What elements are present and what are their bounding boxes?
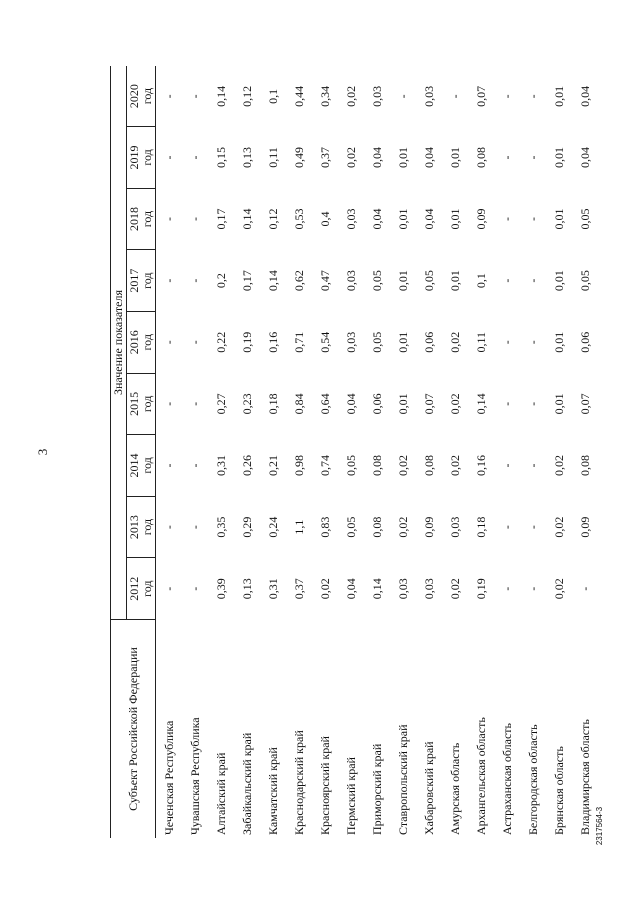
value-cell: 0,29 bbox=[239, 516, 254, 538]
value-cell: 0,02 bbox=[343, 146, 358, 168]
value-cell: - bbox=[161, 155, 176, 160]
value-cell: - bbox=[161, 340, 176, 345]
value-cell: - bbox=[525, 217, 540, 222]
table-header bbox=[111, 66, 156, 838]
value-cell: 0,08 bbox=[421, 454, 436, 476]
value-cell: 0,47 bbox=[317, 270, 332, 292]
value-cell: 0,01 bbox=[447, 146, 462, 168]
value-cell: 0,1 bbox=[473, 273, 488, 289]
value-cell: 0,04 bbox=[421, 208, 436, 230]
value-cell: 0,01 bbox=[551, 393, 566, 415]
value-cell: 0,09 bbox=[421, 516, 436, 538]
value-cell: 0,09 bbox=[577, 516, 592, 538]
value-cell: 0,04 bbox=[369, 146, 384, 168]
table-row bbox=[156, 66, 183, 838]
value-cell: 0,4 bbox=[317, 211, 332, 227]
value-cell: - bbox=[187, 155, 202, 160]
region-name-cell: Астраханская область bbox=[499, 723, 514, 835]
value-cell: - bbox=[525, 340, 540, 345]
year-label: 2012 bbox=[127, 576, 141, 601]
value-cell: - bbox=[499, 525, 514, 530]
value-cell: 0,02 bbox=[551, 578, 566, 600]
table-row bbox=[182, 66, 208, 838]
value-cell: 0,04 bbox=[369, 208, 384, 230]
value-cell: - bbox=[161, 401, 176, 406]
region-name-cell: Брянская область bbox=[551, 746, 566, 835]
value-cell: 0,05 bbox=[421, 270, 436, 292]
value-cell: 0,02 bbox=[317, 578, 332, 600]
value-cell: 0,49 bbox=[291, 146, 306, 168]
value-cell: 0,05 bbox=[369, 270, 384, 292]
value-cell: - bbox=[499, 217, 514, 222]
value-cell: 0,08 bbox=[369, 516, 384, 538]
year-unit-label: год bbox=[140, 87, 154, 105]
value-cell: - bbox=[525, 525, 540, 530]
value-cell: - bbox=[577, 586, 592, 591]
region-name-cell: Пермский край bbox=[343, 757, 358, 835]
value-cell: 0,07 bbox=[421, 393, 436, 415]
value-cell: - bbox=[499, 340, 514, 345]
value-cell: 0,11 bbox=[265, 147, 280, 168]
region-name-cell: Архангельская область bbox=[473, 717, 488, 835]
region-name-cell: Ставропольский край bbox=[395, 724, 410, 835]
year-label: 2016 bbox=[127, 330, 141, 355]
value-cell: 0,01 bbox=[551, 270, 566, 292]
value-cell: - bbox=[161, 586, 176, 591]
value-cell: 0,37 bbox=[291, 578, 306, 600]
value-cell: 0,02 bbox=[551, 516, 566, 538]
value-cell: 0,14 bbox=[473, 393, 488, 415]
value-cell: - bbox=[499, 586, 514, 591]
year-unit-label: год bbox=[140, 457, 154, 474]
year-unit-label: год bbox=[140, 395, 154, 413]
value-cell: 0,02 bbox=[395, 516, 410, 538]
value-cell: - bbox=[525, 586, 540, 591]
table-row bbox=[546, 66, 572, 838]
table-row bbox=[442, 66, 468, 838]
region-name-cell: Красноярский край bbox=[317, 736, 332, 835]
value-cell: 0,03 bbox=[421, 578, 436, 600]
value-cell: 0,01 bbox=[447, 208, 462, 230]
rotated-table-container bbox=[110, 66, 592, 838]
value-cell: 0,19 bbox=[239, 331, 254, 353]
value-cell: 0,03 bbox=[421, 85, 436, 107]
value-cell: 0,14 bbox=[265, 270, 280, 292]
value-cell: 0,05 bbox=[577, 208, 592, 230]
value-cell: 0,01 bbox=[551, 331, 566, 353]
value-cell: 0,11 bbox=[473, 331, 488, 353]
table-row bbox=[234, 66, 260, 838]
value-cell: 0,03 bbox=[395, 578, 410, 600]
table-row bbox=[520, 66, 546, 838]
year-unit-label: год bbox=[140, 334, 154, 351]
value-cell: 0,17 bbox=[239, 270, 254, 292]
year-label: 2018 bbox=[127, 207, 141, 232]
value-cell: 0,71 bbox=[291, 331, 306, 353]
value-cell: 0,01 bbox=[395, 208, 410, 230]
value-cell: 0,27 bbox=[213, 393, 228, 415]
value-cell: 0,02 bbox=[447, 331, 462, 353]
year-unit-label: год bbox=[140, 580, 154, 597]
value-cell: - bbox=[187, 525, 202, 530]
table-body bbox=[156, 66, 599, 838]
value-cell: - bbox=[525, 463, 540, 468]
region-name-cell: Амурская область bbox=[447, 742, 462, 835]
table-row bbox=[390, 66, 416, 838]
value-cell: 0,44 bbox=[291, 85, 306, 107]
value-cell: - bbox=[525, 94, 540, 99]
value-cell: 0,08 bbox=[369, 454, 384, 476]
value-cell: 0,02 bbox=[343, 85, 358, 107]
table-row bbox=[312, 66, 338, 838]
document-code: 2317564-3 bbox=[595, 806, 604, 846]
value-cell: 0,37 bbox=[317, 146, 332, 168]
value-cell: 0,01 bbox=[395, 393, 410, 415]
value-cell: - bbox=[187, 94, 202, 99]
indicator-group-header: Значение показателя bbox=[111, 66, 127, 620]
value-cell: 0,06 bbox=[577, 331, 592, 353]
value-cell: - bbox=[187, 340, 202, 345]
value-cell: 0,31 bbox=[265, 578, 280, 600]
value-cell: - bbox=[187, 586, 202, 591]
region-name-cell: Камчатский край bbox=[265, 747, 280, 835]
value-cell: 0,04 bbox=[343, 578, 358, 600]
value-cell: 0,02 bbox=[447, 454, 462, 476]
value-cell: 0,53 bbox=[291, 208, 306, 230]
value-cell: 0,05 bbox=[343, 516, 358, 538]
value-cell: - bbox=[499, 463, 514, 468]
value-cell: 0,31 bbox=[213, 454, 228, 476]
value-cell: 0,12 bbox=[265, 208, 280, 230]
value-cell: 0,84 bbox=[291, 393, 306, 415]
value-cell: 0,64 bbox=[317, 393, 332, 415]
value-cell: 0,08 bbox=[577, 454, 592, 476]
year-unit-label: год bbox=[140, 272, 154, 289]
value-cell: - bbox=[499, 401, 514, 406]
table-row bbox=[338, 66, 364, 838]
value-cell: 0,07 bbox=[577, 393, 592, 415]
year-column-header bbox=[127, 127, 156, 189]
value-cell: 0,05 bbox=[369, 331, 384, 353]
value-cell: 0,23 bbox=[239, 393, 254, 415]
table-row bbox=[286, 66, 312, 838]
value-cell: 0,02 bbox=[395, 454, 410, 476]
region-name-cell: Чувашская Республика bbox=[187, 717, 202, 835]
value-cell: 0,03 bbox=[369, 85, 384, 107]
table-row bbox=[364, 66, 390, 838]
value-cell: - bbox=[447, 94, 462, 99]
value-cell: 0,03 bbox=[447, 516, 462, 538]
value-cell: 0,01 bbox=[447, 270, 462, 292]
region-name-cell: Забайкальский край bbox=[239, 732, 254, 835]
value-cell: - bbox=[525, 278, 540, 283]
value-cell: 0,02 bbox=[447, 393, 462, 415]
year-unit-label: год bbox=[140, 518, 154, 536]
value-cell: 0,19 bbox=[473, 578, 488, 600]
value-cell: 0,04 bbox=[343, 393, 358, 415]
value-cell: 1,1 bbox=[291, 519, 306, 535]
value-cell: - bbox=[499, 278, 514, 283]
value-cell: 0,01 bbox=[395, 270, 410, 292]
value-cell: - bbox=[525, 155, 540, 160]
year-unit-label: год bbox=[140, 210, 154, 228]
year-label: 2017 bbox=[127, 268, 141, 293]
value-cell: 0,34 bbox=[317, 85, 332, 107]
value-cell: 0,05 bbox=[343, 454, 358, 476]
value-cell: 0,14 bbox=[213, 85, 228, 107]
value-cell: 0,15 bbox=[213, 146, 228, 168]
year-column-header bbox=[127, 311, 156, 373]
year-column-header bbox=[127, 188, 156, 250]
value-cell: - bbox=[187, 278, 202, 283]
value-cell: - bbox=[187, 401, 202, 406]
value-cell: 0,35 bbox=[213, 516, 228, 538]
year-label: 2015 bbox=[127, 391, 141, 416]
value-cell: 0,21 bbox=[265, 454, 280, 476]
value-cell: 0,39 bbox=[213, 578, 228, 600]
value-cell: 0,1 bbox=[265, 88, 280, 104]
region-name-cell: Краснодарский край bbox=[291, 730, 306, 835]
value-cell: 0,98 bbox=[291, 454, 306, 476]
region-name-cell: Владимирская область bbox=[577, 719, 592, 835]
table-row bbox=[416, 66, 442, 838]
table-row bbox=[208, 66, 234, 838]
value-cell: - bbox=[187, 463, 202, 468]
value-cell: 0,04 bbox=[577, 146, 592, 168]
value-cell: 0,02 bbox=[447, 578, 462, 600]
value-cell: 0,01 bbox=[395, 331, 410, 353]
value-cell: - bbox=[161, 463, 176, 468]
value-cell: 0,54 bbox=[317, 331, 332, 353]
value-cell: - bbox=[499, 155, 514, 160]
value-cell: 0,06 bbox=[421, 331, 436, 353]
value-cell: - bbox=[395, 94, 410, 99]
value-cell: 0,01 bbox=[395, 146, 410, 168]
year-label: 2019 bbox=[127, 145, 141, 170]
year-column-header bbox=[127, 66, 156, 127]
value-cell: 0,14 bbox=[369, 578, 384, 600]
value-cell: 0,07 bbox=[473, 85, 488, 107]
table-row bbox=[572, 66, 598, 838]
value-cell: 0,04 bbox=[577, 85, 592, 107]
year-label: 2020 bbox=[127, 84, 141, 109]
value-cell: 0,01 bbox=[551, 85, 566, 107]
value-cell: - bbox=[525, 401, 540, 406]
value-cell: 0,12 bbox=[239, 85, 254, 107]
table-row bbox=[260, 66, 286, 838]
value-cell: 0,06 bbox=[369, 393, 384, 415]
year-column-header bbox=[127, 250, 156, 312]
value-cell: - bbox=[499, 94, 514, 99]
value-cell: 0,05 bbox=[577, 270, 592, 292]
value-cell: 0,13 bbox=[239, 146, 254, 168]
value-cell: 0,83 bbox=[317, 516, 332, 538]
region-name-cell: Хабаровский край bbox=[421, 741, 436, 835]
indicator-table bbox=[110, 66, 598, 838]
value-cell: 0,02 bbox=[551, 454, 566, 476]
value-cell: 0,04 bbox=[421, 146, 436, 168]
region-name-cell: Алтайский край bbox=[213, 752, 228, 835]
value-cell: 0,13 bbox=[239, 578, 254, 600]
value-cell: 0,01 bbox=[551, 146, 566, 168]
year-unit-label: год bbox=[140, 149, 154, 166]
region-column-header: Субъект Российской Федерации bbox=[111, 620, 156, 839]
value-cell: 0,24 bbox=[265, 516, 280, 538]
region-name-cell: Белгородская область bbox=[525, 724, 540, 835]
year-label: 2013 bbox=[127, 515, 141, 540]
year-column-header bbox=[127, 435, 156, 497]
value-cell: - bbox=[161, 525, 176, 530]
value-cell: - bbox=[187, 217, 202, 222]
value-cell: 0,74 bbox=[317, 454, 332, 476]
value-cell: 0,14 bbox=[239, 208, 254, 230]
year-label: 2014 bbox=[127, 453, 141, 478]
value-cell: 0,03 bbox=[343, 270, 358, 292]
value-cell: 0,62 bbox=[291, 270, 306, 292]
value-cell: 0,17 bbox=[213, 208, 228, 230]
value-cell: 0,2 bbox=[213, 273, 228, 289]
value-cell: 0,18 bbox=[265, 393, 280, 415]
year-column-header bbox=[127, 373, 156, 435]
value-cell: 0,01 bbox=[551, 208, 566, 230]
year-column-header bbox=[127, 496, 156, 558]
value-cell: - bbox=[161, 217, 176, 222]
header-row-group bbox=[111, 66, 127, 838]
value-cell: 0,03 bbox=[343, 331, 358, 353]
value-cell: 0,03 bbox=[343, 208, 358, 230]
value-cell: 0,08 bbox=[473, 146, 488, 168]
table-row bbox=[468, 66, 494, 838]
table-row bbox=[494, 66, 520, 838]
value-cell: 0,26 bbox=[239, 454, 254, 476]
value-cell: 0,09 bbox=[473, 208, 488, 230]
region-name-cell: Приморский край bbox=[369, 743, 384, 835]
page-number: 3 bbox=[35, 448, 50, 456]
value-cell: - bbox=[161, 278, 176, 283]
value-cell: 0,16 bbox=[265, 331, 280, 353]
value-cell: 0,22 bbox=[213, 331, 228, 353]
region-name-cell: Чеченская Республика bbox=[161, 720, 176, 835]
value-cell: 0,16 bbox=[473, 454, 488, 476]
year-column-header bbox=[127, 558, 156, 620]
value-cell: - bbox=[161, 94, 176, 99]
value-cell: 0,18 bbox=[473, 516, 488, 538]
